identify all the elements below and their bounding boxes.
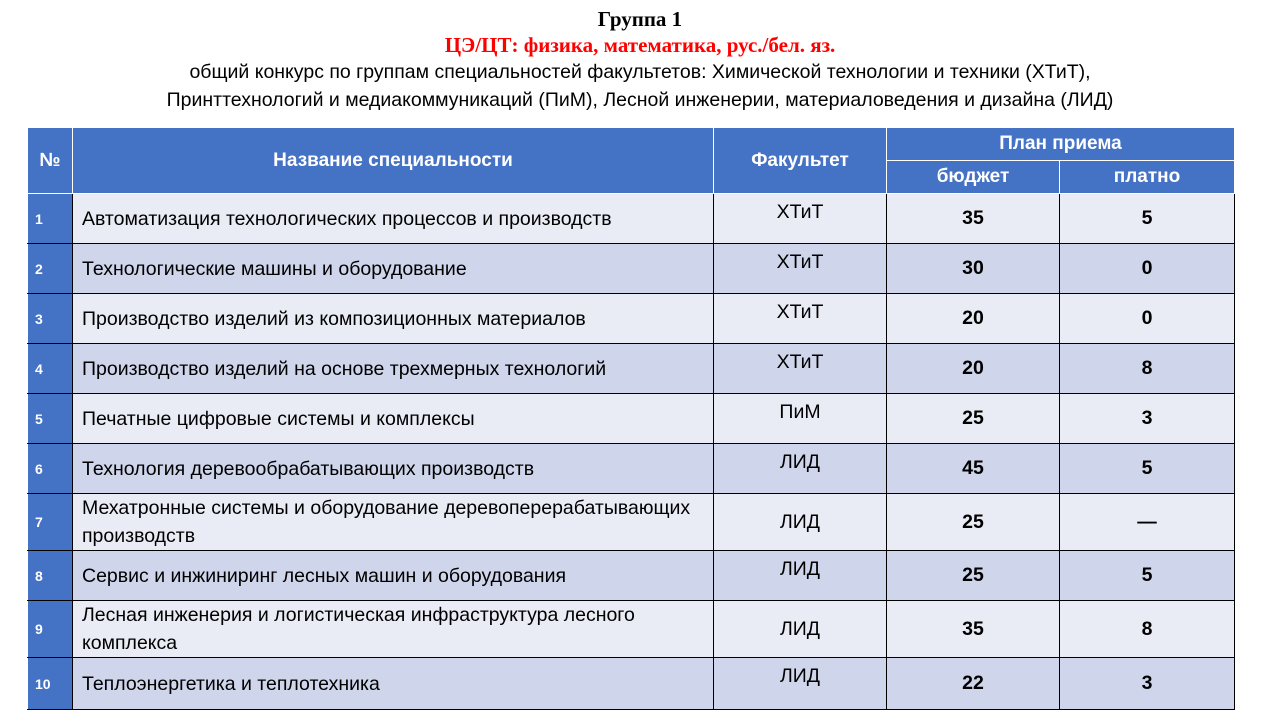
faculty-code: ПиМ [714,394,887,444]
row-number: 7 [28,494,73,551]
row-number: 10 [28,658,73,710]
faculty-code: ХТиТ [714,344,887,394]
group-title: Группа 1 [597,7,683,31]
row-number: 2 [28,244,73,294]
competition-description-line-2: Принттехнологий и медиакоммуникаций (ПиМ), Лесной инженерии, материаловедения и дизайна (ЛИД) [166,89,1114,111]
faculty-code: ЛИД [714,551,887,601]
table-row [28,394,1235,444]
specialty-name: Теплоэнергетика и теплотехника [73,658,714,710]
row-number: 9 [28,601,73,658]
specialty-name: Лесная инженерия и логистическая инфраструктура лесного комплекса [73,601,714,658]
paid-places: 0 [1060,244,1235,294]
paid-places: 8 [1060,344,1235,394]
budget-places: 20 [887,344,1060,394]
budget-places: 25 [887,494,1060,551]
row-number: 5 [28,394,73,444]
specialty-name: Мехатронные системы и оборудование деревоперерабатывающих производств [73,494,714,551]
column-header-admission-plan: План приема [887,128,1235,161]
admission-plan-table [27,127,1235,710]
budget-places: 35 [887,194,1060,244]
column-header-number: № [28,128,73,194]
budget-places: 45 [887,444,1060,494]
faculty-code: ХТиТ [714,244,887,294]
table-body [28,194,1235,710]
table-row [28,344,1235,394]
column-header-paid: платно [1060,161,1235,194]
table-row [28,194,1235,244]
column-header-budget: бюджет [887,161,1060,194]
column-header-faculty: Факультет [714,128,887,194]
specialty-name: Печатные цифровые системы и комплексы [73,394,714,444]
faculty-code: ЛИД [714,444,887,494]
budget-places: 22 [887,658,1060,710]
table-row [28,551,1235,601]
table-row [28,658,1235,710]
budget-places: 25 [887,394,1060,444]
row-number: 8 [28,551,73,601]
specialty-name: Производство изделий на основе трехмерных технологий [73,344,714,394]
paid-places: 3 [1060,658,1235,710]
row-number: 4 [28,344,73,394]
budget-places: 35 [887,601,1060,658]
specialty-name: Технология деревообрабатывающих производств [73,444,714,494]
faculty-code: ХТиТ [714,194,887,244]
row-number: 3 [28,294,73,344]
specialty-name: Сервис и инжиниринг лесных машин и оборудования [73,551,714,601]
table-row [28,494,1235,551]
faculty-code: ЛИД [714,494,887,551]
table-row [28,601,1235,658]
specialty-name: Автоматизация технологических процессов и производств [73,194,714,244]
faculty-code: ХТиТ [714,294,887,344]
column-header-specialty-name: Название специальности [73,128,714,194]
table-row [28,444,1235,494]
faculty-code: ЛИД [714,658,887,710]
paid-places: — [1060,494,1235,551]
row-number: 6 [28,444,73,494]
paid-places: 8 [1060,601,1235,658]
table-row [28,294,1235,344]
slide-header [0,6,1280,114]
competition-description-line-1: общий конкурс по группам специальностей факультетов: Химической технологии и техники (ХТиТ), [189,61,1091,83]
specialty-name: Производство изделий из композиционных материалов [73,294,714,344]
exam-subjects: ЦЭ/ЦТ: физика, математика, рус./бел. яз. [444,33,836,57]
paid-places: 5 [1060,551,1235,601]
paid-places: 5 [1060,444,1235,494]
row-number: 1 [28,194,73,244]
paid-places: 0 [1060,294,1235,344]
specialty-name: Технологические машины и оборудование [73,244,714,294]
paid-places: 3 [1060,394,1235,444]
table-row [28,244,1235,294]
budget-places: 30 [887,244,1060,294]
budget-places: 20 [887,294,1060,344]
budget-places: 25 [887,551,1060,601]
paid-places: 5 [1060,194,1235,244]
faculty-code: ЛИД [714,601,887,658]
